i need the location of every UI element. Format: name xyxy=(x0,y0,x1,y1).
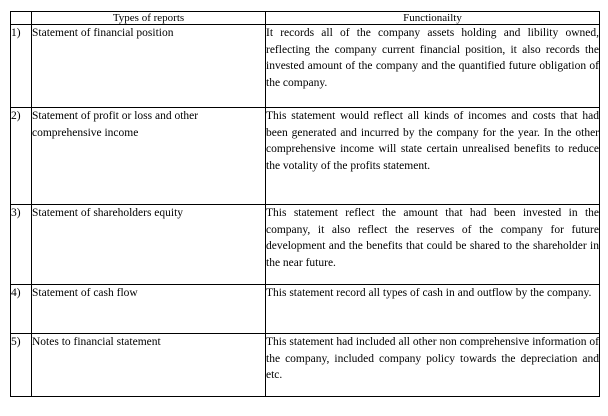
types-column-header: Types of reports xyxy=(32,12,266,25)
reports-table xyxy=(10,11,600,397)
row-number: 1) xyxy=(11,25,32,108)
report-type: Notes to financial statement xyxy=(32,334,266,397)
table-row xyxy=(11,334,600,397)
report-functionality: This statement had included all other non comprehensive information of the company, included company policy towards the depreciation and etc. xyxy=(266,334,600,397)
table-header-row xyxy=(11,12,600,25)
report-functionality: It records all of the company assets holding and libility owned, reflecting the company current financial position, it also records the invested amount of the company and the quantified future obligation of the company. xyxy=(266,25,600,108)
report-type: Statement of cash flow xyxy=(32,285,266,334)
table-row xyxy=(11,205,600,285)
table-row xyxy=(11,108,600,205)
report-type: Statement of shareholders equity xyxy=(32,205,266,285)
number-column-header xyxy=(11,12,32,25)
row-number: 2) xyxy=(11,108,32,205)
table-row xyxy=(11,25,600,108)
table-row xyxy=(11,285,600,334)
report-type: Statement of financial position xyxy=(32,25,266,108)
report-functionality: This statement reflect the amount that had been invested in the company, it also reflect the reserves of the company for future development and the benefits that could be shared to the shareholder in the near future. xyxy=(266,205,600,285)
functionality-column-header: Functionailty xyxy=(266,12,600,25)
row-number: 4) xyxy=(11,285,32,334)
report-type: Statement of profit or loss and other comprehensive income xyxy=(32,108,266,205)
report-functionality: This statement would reflect all kinds of incomes and costs that had been generated and incurred by the company for the year. In the other comprehensive income will state certain unrealised benefits to reduce the votality of the profits statement. xyxy=(266,108,600,205)
report-functionality: This statement record all types of cash in and outflow by the company. xyxy=(266,285,600,334)
row-number: 3) xyxy=(11,205,32,285)
row-number: 5) xyxy=(11,334,32,397)
